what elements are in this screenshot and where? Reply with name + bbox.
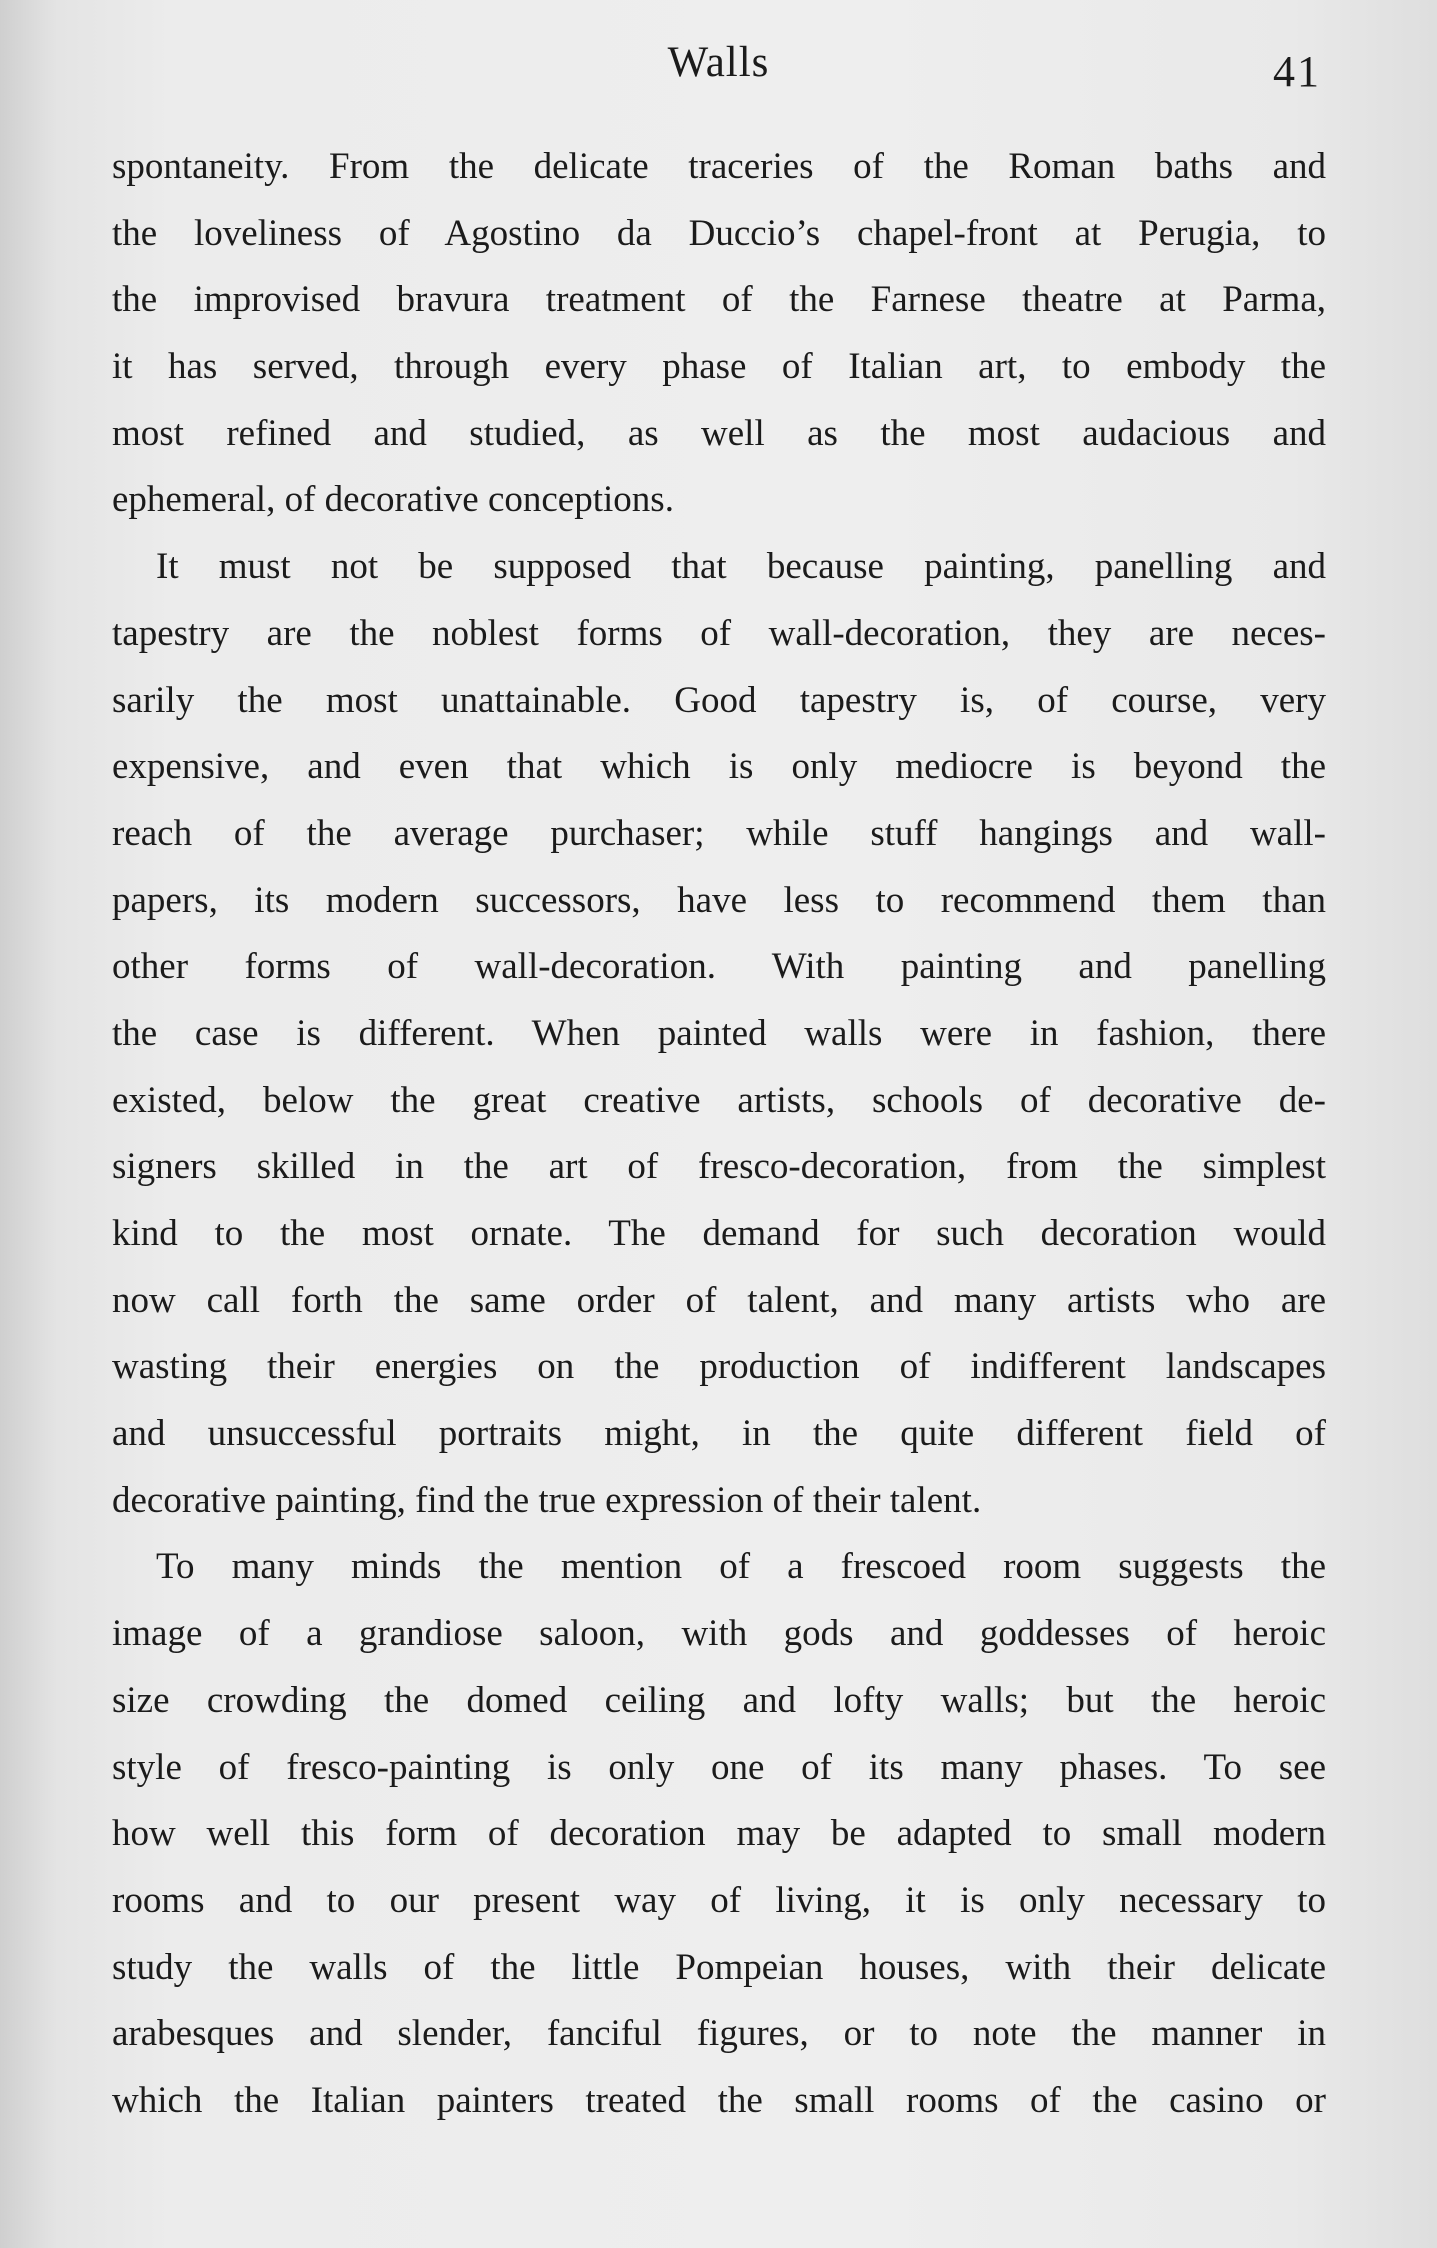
text-line: decorative painting, find the true expression of their talent. [112, 1479, 982, 1521]
text-line: how well this form of decoration may be adapted to small modern [112, 1813, 1326, 1855]
text-line: reach of the average purchaser; while stuff hangings and wall- [112, 812, 1326, 854]
text-line: now call forth the same order of talent, and many artists who are [112, 1279, 1326, 1321]
text-line: wasting their energies on the production of indifferent landscapes [112, 1346, 1326, 1388]
text-line: the case is different. When painted walls were in fashion, there [112, 1012, 1326, 1054]
text-line: size crowding the domed ceiling and lofty walls; but the heroic [112, 1679, 1326, 1721]
text-line: ephemeral, of decorative conceptions. [112, 479, 674, 521]
text-line: rooms and to our present way of living, it is only necessary to [112, 1879, 1326, 1921]
text-line: other forms of wall-decoration. With painting and panelling [112, 946, 1326, 988]
text-line: image of a grandiose saloon, with gods and goddesses of heroic [112, 1613, 1326, 1655]
running-head-title: Walls [667, 39, 770, 86]
text-line: To many minds the mention of a frescoed room suggests the [156, 1546, 1326, 1588]
text-line: arabesques and slender, fanciful figures, or to note the manner in [112, 2013, 1326, 2055]
page-number: 41 [1273, 47, 1321, 96]
text-line: tapestry are the noblest forms of wall-decoration, they are neces- [112, 612, 1326, 654]
text-line: papers, its modern successors, have less to recommend them than [112, 879, 1326, 921]
text-line: the improvised bravura treatment of the Farnese theatre at Parma, [112, 279, 1326, 321]
text-line: study the walls of the little Pompeian houses, with their delicate [112, 1946, 1326, 1988]
text-line: most refined and studied, as well as the most audacious and [112, 412, 1326, 454]
text-line: existed, below the great creative artists, schools of decorative de- [112, 1079, 1326, 1121]
text-line: it has served, through every phase of Italian art, to embody the [112, 346, 1326, 388]
text-line: kind to the most ornate. The demand for such decoration would [112, 1213, 1326, 1254]
text-line: sarily the most unattainable. Good tapestry is, of course, very [112, 679, 1326, 721]
body-text [112, 134, 1326, 2135]
text-line: the loveliness of Agostino da Duccio’s chapel-front at Perugia, to [112, 212, 1326, 254]
text-line: spontaneity. From the delicate traceries of the Roman baths and [112, 146, 1326, 187]
page-header [0, 28, 1437, 98]
text-line: which the Italian painters treated the small rooms of the casino or [112, 2079, 1326, 2121]
text-line: and unsuccessful portraits might, in the quite different field of [112, 1413, 1326, 1455]
text-line: It must not be supposed that because painting, panelling and [156, 546, 1326, 588]
text-line: expensive, and even that which is only mediocre is beyond the [112, 746, 1326, 788]
text-line: style of fresco-painting is only one of its many phases. To see [112, 1746, 1326, 1788]
text-line: signers skilled in the art of fresco-decoration, from the simplest [112, 1146, 1326, 1188]
